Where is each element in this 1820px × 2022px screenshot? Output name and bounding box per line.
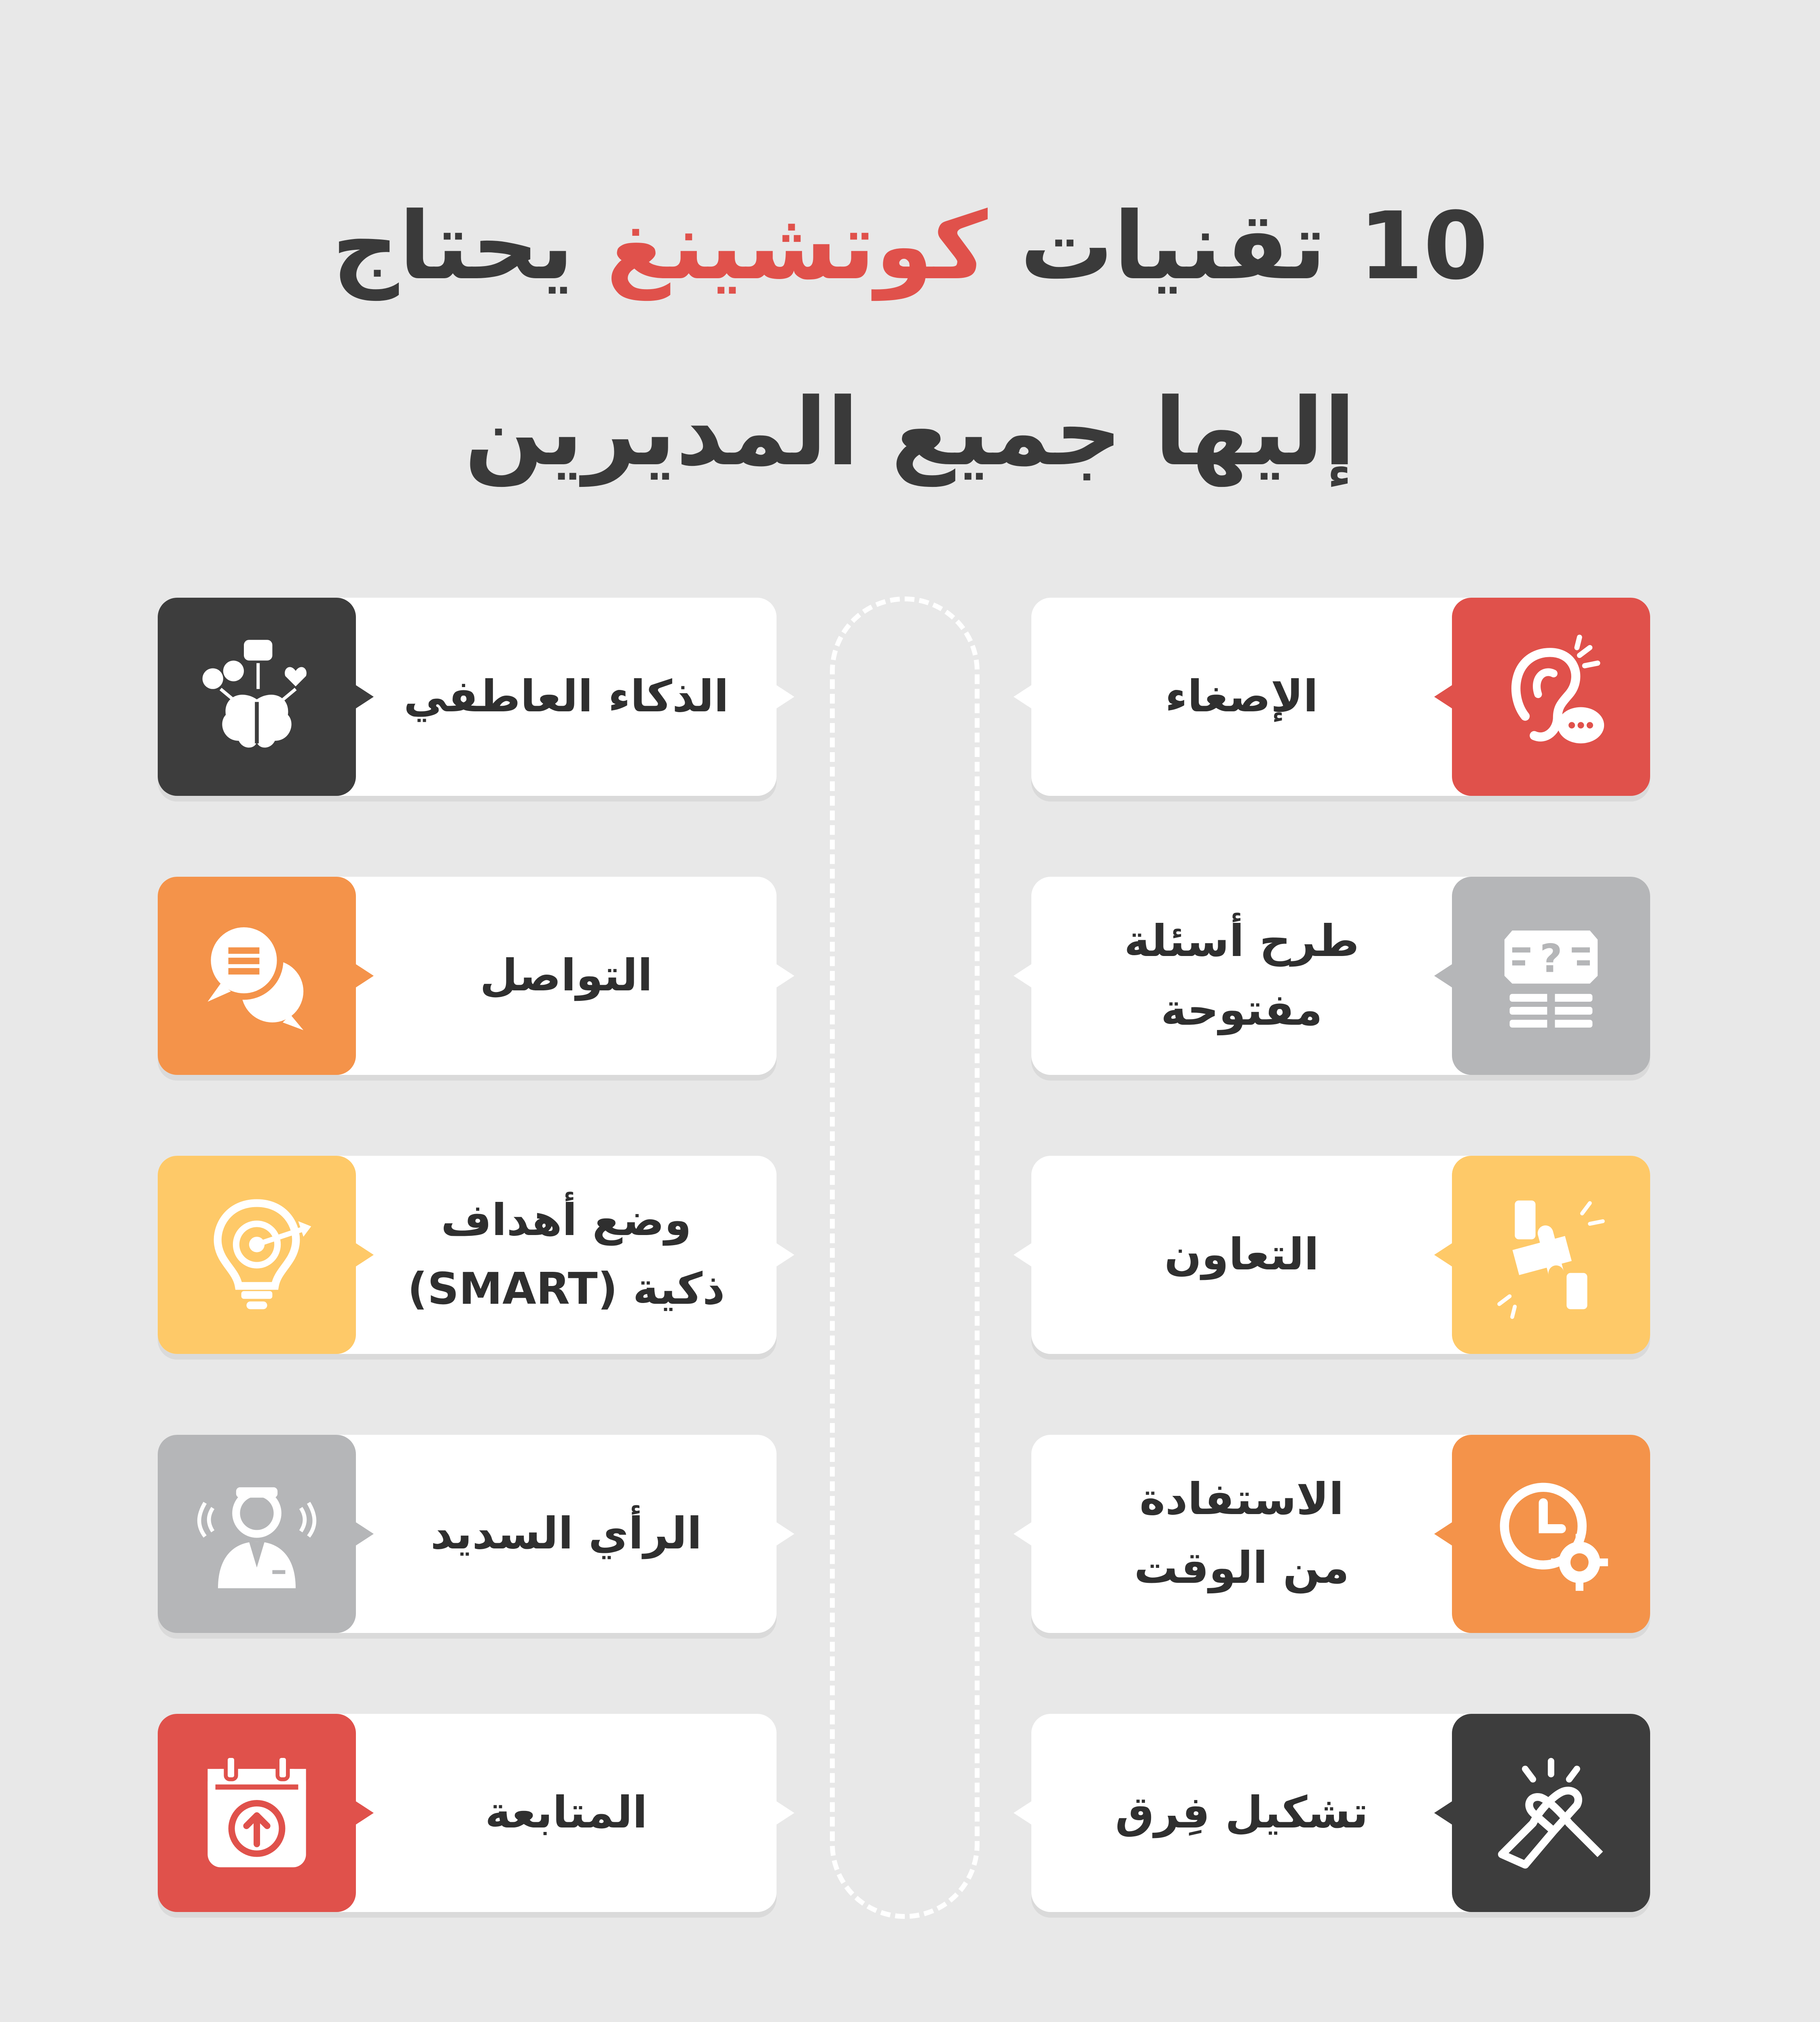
card-label: طرح أسئلة مفتوحة <box>1124 916 1359 1035</box>
dashed-timeline <box>830 596 980 1919</box>
card-label: الذكاء العاطفي <box>404 671 729 722</box>
card-label: الإصغاء <box>1165 671 1318 722</box>
card-label: وضع أهداف ذكية (SMART) <box>407 1195 725 1314</box>
ear-listening-icon <box>1452 598 1650 796</box>
clock-gear-icon <box>1452 1435 1650 1633</box>
puzzle-hands-icon <box>1452 1156 1650 1354</box>
title-accent: كوتشينغ <box>606 192 988 300</box>
card-label: تشكيل فِرق <box>1115 1787 1368 1838</box>
target-bulb-icon <box>158 1156 356 1354</box>
card-follow-up <box>158 1714 777 1912</box>
card-listening <box>1031 598 1650 796</box>
advisor-person-icon <box>158 1435 356 1633</box>
card-label: الرأي السديد <box>430 1508 702 1559</box>
calendar-arrow-icon <box>158 1714 356 1912</box>
chat-bubbles-icon <box>158 877 356 1075</box>
title-suffix: يحتاج <box>332 192 606 300</box>
card-label: التعاون <box>1164 1229 1319 1280</box>
title-prefix: 10 تقنيات <box>988 192 1488 300</box>
title-line-2: إليها جميع المديرين <box>464 379 1356 486</box>
card-team-building <box>1031 1714 1650 1912</box>
card-open-questions <box>1031 877 1650 1075</box>
question-board-icon <box>1452 877 1650 1075</box>
card-label: الاستفادة من الوقت <box>1134 1474 1349 1593</box>
card-emotional-intelligence <box>158 598 777 796</box>
card-label: التواصل <box>480 950 653 1001</box>
hand-clasp-icon <box>1452 1714 1650 1912</box>
card-label: المتابعة <box>485 1787 648 1838</box>
title-line-1 <box>202 154 1618 340</box>
card-communication <box>158 877 777 1075</box>
brain-emotion-icon <box>158 598 356 796</box>
card-sound-opinion <box>158 1435 777 1633</box>
card-cooperation <box>1031 1156 1650 1354</box>
svg-text:?: ? <box>1540 936 1562 981</box>
card-time-management <box>1031 1435 1650 1633</box>
page-title <box>202 154 1618 526</box>
card-smart-goals <box>158 1156 777 1354</box>
